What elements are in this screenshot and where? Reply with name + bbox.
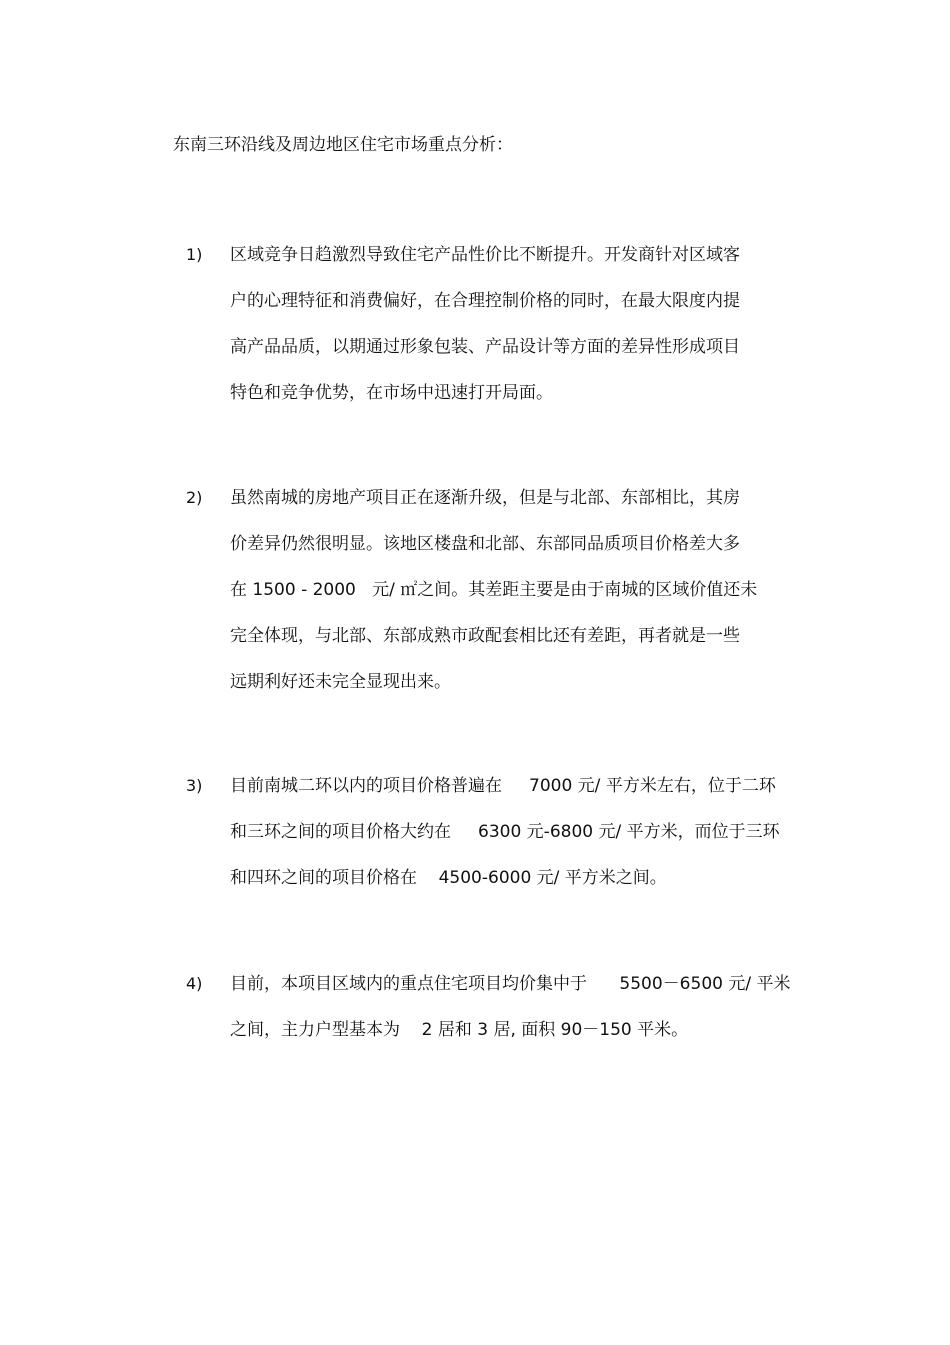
text-line: 完全体现，与北部、东部成熟市政配套相比还有差距，再者就是一些 (230, 626, 740, 646)
text-line: 价差异仍然很明显。该地区楼盘和北部、东部同品质项目价格差大多 (230, 534, 740, 554)
text-line: 虽然南城的房地产项目正在逐渐升级，但是与北部、东部相比，其房 (230, 488, 740, 508)
text-line: 区域竞争日趋激烈导致住宅产品性价比不断提升。开发商针对区域客 (230, 245, 740, 265)
document-heading: 东南三环沿线及周边地区住宅市场重点分析： (173, 135, 513, 155)
text-line: 之间，主力户型基本为 2 居和 3 居, 面积 90－150 平米。 (230, 1020, 689, 1040)
list-item-number: 1) (186, 245, 203, 264)
list-item-number: 3) (186, 776, 203, 795)
text-line: 远期利好还未完全显现出来。 (230, 672, 451, 692)
text-line: 和四环之间的项目价格在 4500-6000 元/ 平方米之间。 (230, 868, 667, 888)
text-line: 高产品品质，以期通过形象包装、产品设计等方面的差异性形成项目 (230, 337, 740, 357)
text-line: 特色和竞争优势，在市场中迅速打开局面。 (230, 383, 553, 403)
text-line: 目前南城二环以内的项目价格普遍在 7000 元/ 平方米左右，位于二环 (230, 776, 776, 796)
text-line: 和三环之间的项目价格大约在 6300 元-6800 元/ 平方米，而位于三环 (230, 822, 780, 842)
list-item-text (230, 973, 790, 1065)
list-item-text (230, 244, 740, 428)
list-item-text (230, 775, 780, 913)
text-line: 在 1500 - 2000 元/ ㎡之间。其差距主要是由于南城的区域价值还未 (230, 580, 758, 600)
list-item-number: 2) (186, 488, 203, 507)
list-item-text (230, 487, 757, 717)
text-line: 户的心理特征和消费偏好，在合理控制价格的同时，在最大限度内提 (230, 291, 740, 311)
list-item-number: 4) (186, 974, 203, 993)
text-line: 目前，本项目区域内的重点住宅项目均价集中于 5500－6500 元/ 平米 (230, 974, 791, 994)
